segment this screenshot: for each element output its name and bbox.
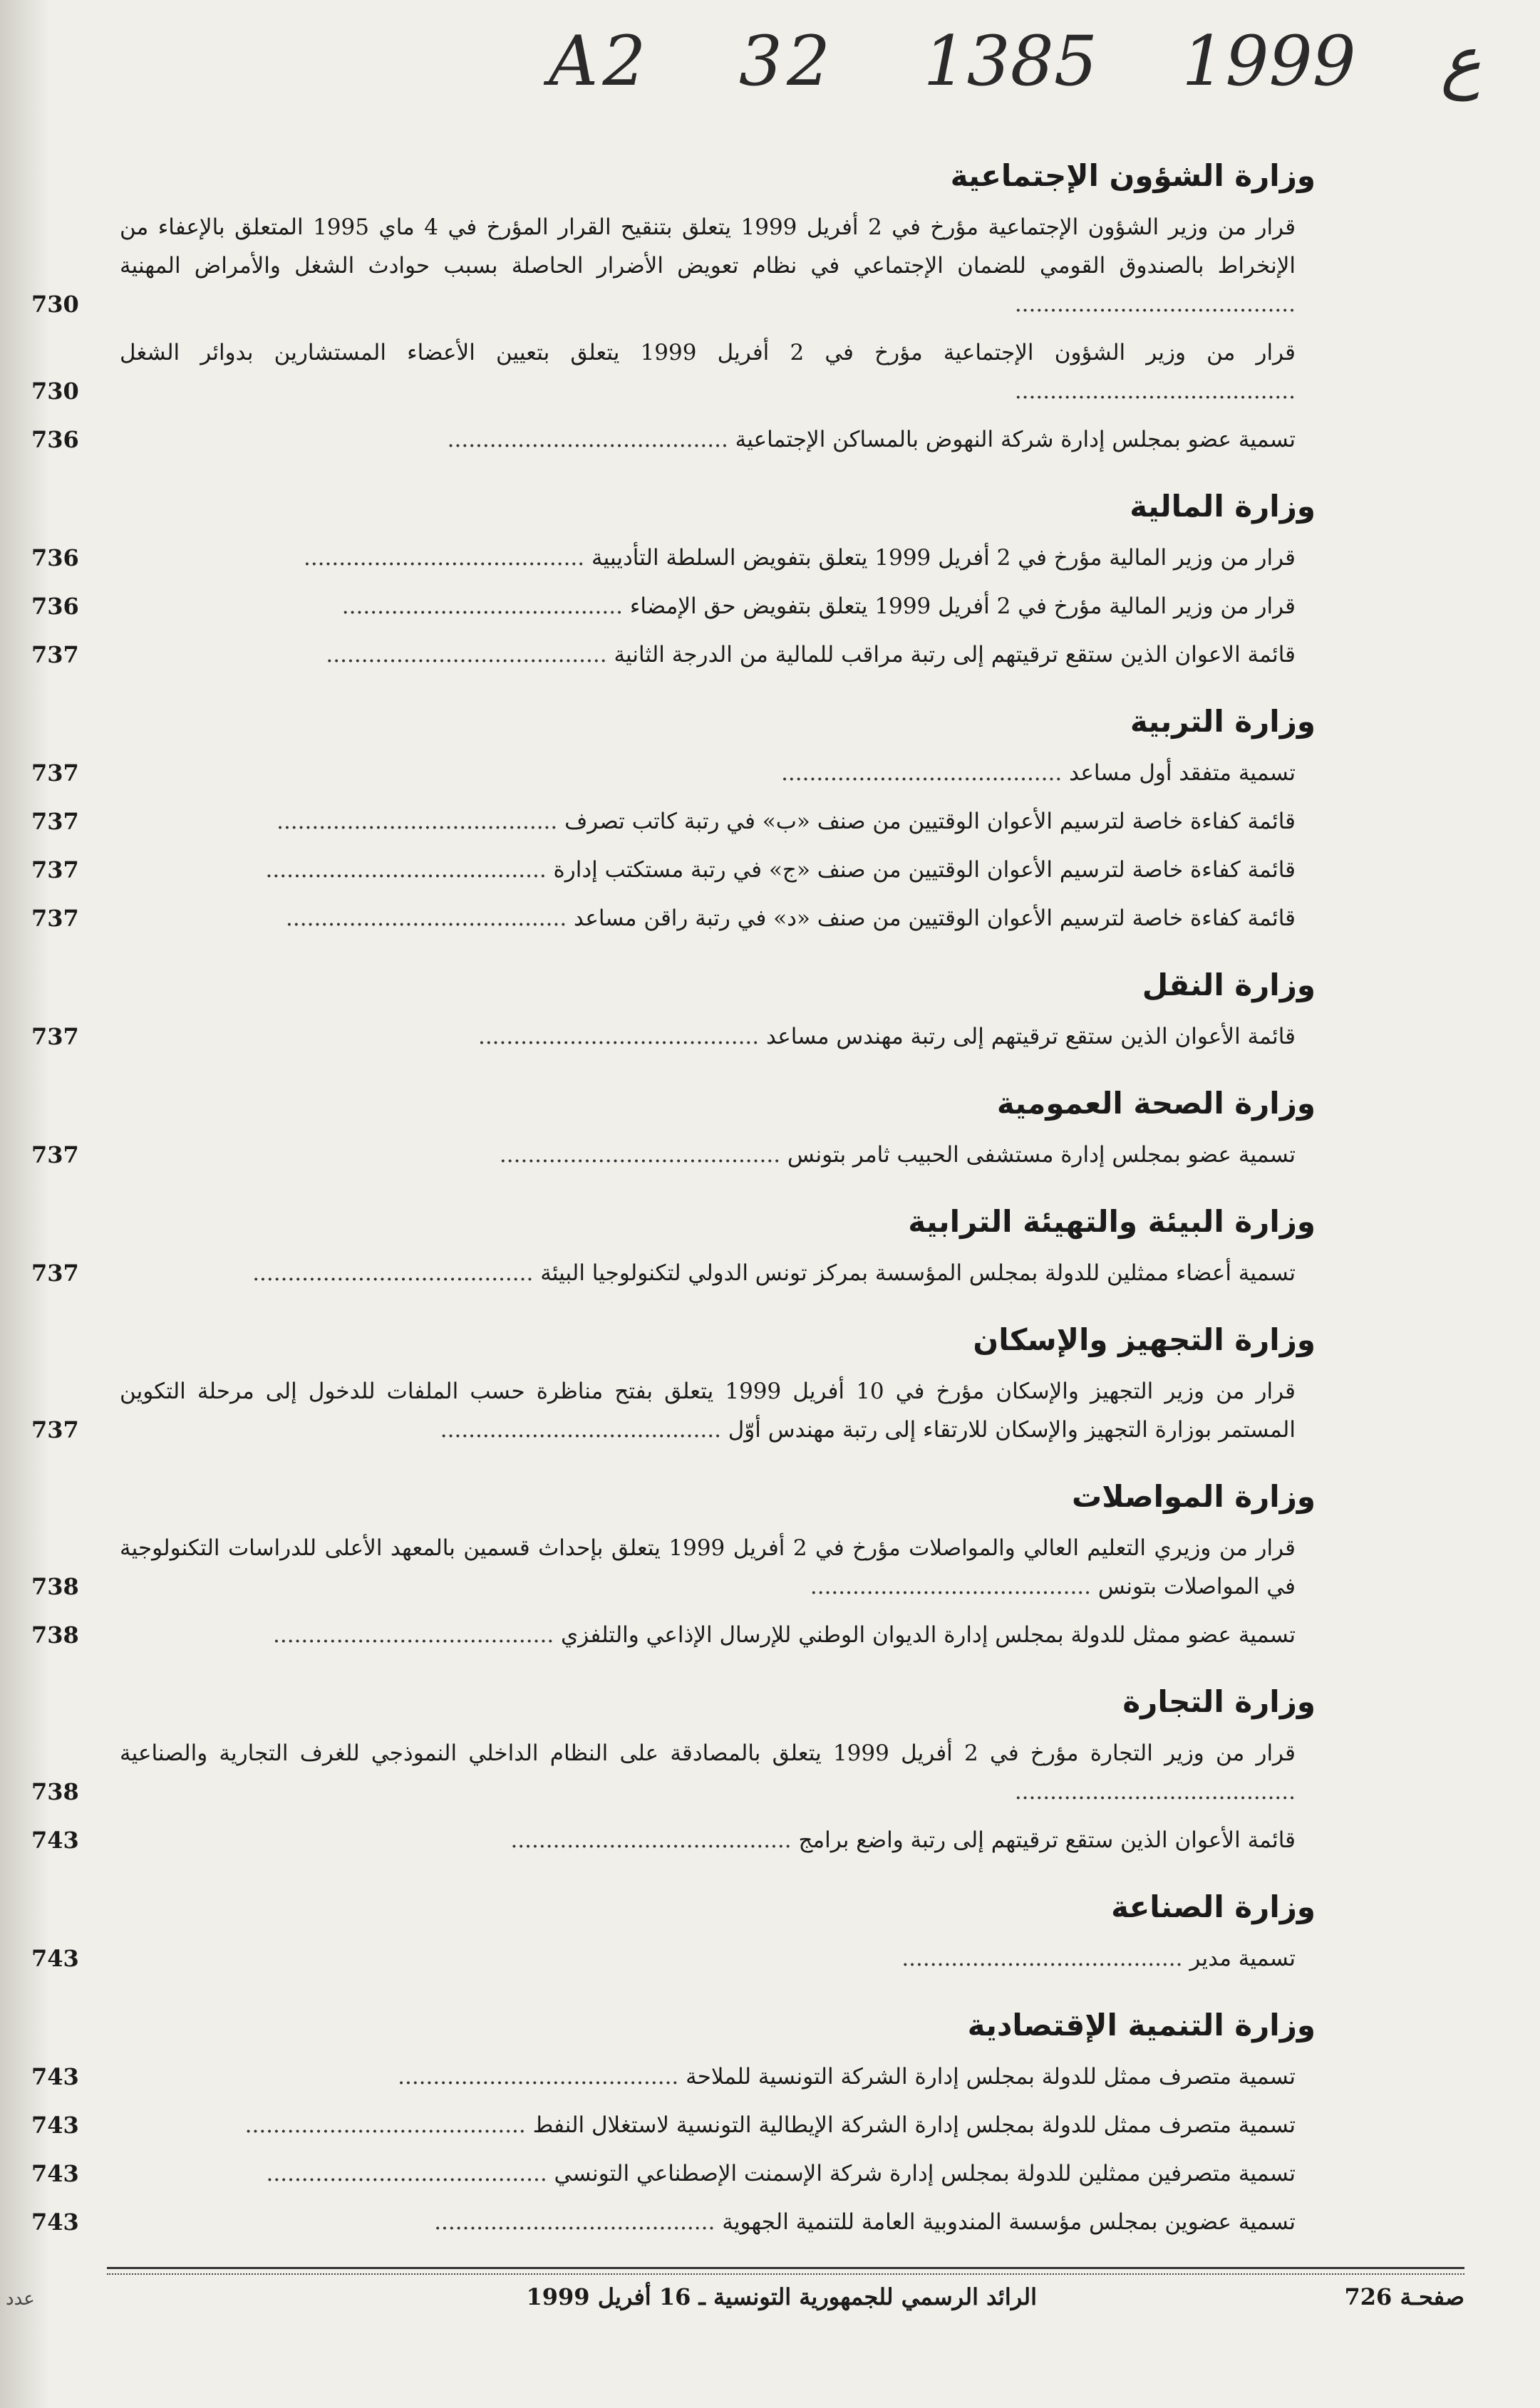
toc-page-number: 738 (31, 1573, 79, 1600)
toc-page-number: 737 (31, 1023, 79, 1050)
toc-entry (0, 1372, 1316, 1449)
ministry-section (0, 700, 1316, 938)
ministry-title: وزارة المواصلات (1071, 1479, 1316, 1514)
toc-page-number: 736 (31, 593, 79, 620)
leader-dots: ........................................ (510, 1827, 799, 1853)
toc-entry (0, 1254, 1316, 1292)
leader-dots: ........................................ (266, 2161, 554, 2186)
entry-description: قائمة الأعوان الذين ستقع ترقيتهم إلى رتبة مهندس مساعد (765, 1024, 1296, 1049)
toc-entry (0, 851, 1316, 889)
toc-page-number: 736 (31, 544, 79, 571)
ministry-section (0, 1081, 1316, 1174)
toc-page-number: 737 (31, 905, 79, 932)
toc-page-number: 737 (31, 856, 79, 883)
toc-entry-text (120, 899, 1316, 938)
toc-entry (0, 635, 1316, 674)
leader-dots: ........................................ (286, 905, 574, 931)
entry-description: تسمية متفقد أول مساعد (1069, 760, 1296, 786)
toc-entry (0, 420, 1316, 459)
ministry-section (0, 1318, 1316, 1449)
entry-description: قائمة كفاءة خاصة لترسيم الأعوان الوقتيين من صنف «ج» في رتبة مستكتب إدارة (553, 857, 1296, 883)
handwriting-hijri-year: 1385 (923, 21, 1097, 101)
entry-description: تسمية أعضاء ممثلين للدولة بمجلس المؤسسة بمركز تونس الدولي لتكنولوجيا البيئة (540, 1260, 1296, 1286)
toc-entry (0, 899, 1316, 938)
toc-entry (0, 802, 1316, 841)
leader-dots: ........................................ (244, 2112, 533, 2138)
toc-page-number: 743 (31, 2209, 79, 2236)
entry-description: تسمية متصرف ممثل للدولة بمجلس إدارة الشركة التونسية للملاحة (686, 2064, 1296, 2090)
ministry-section (0, 1680, 1316, 1859)
leader-dots: ........................................ (1014, 378, 1296, 404)
toc-page-number: 736 (31, 426, 79, 453)
toc-entry-text (120, 1616, 1316, 1654)
handwriting-number: 32 (738, 21, 835, 101)
toc-entry (0, 1136, 1316, 1174)
page-number: صفحـة 726 (1344, 2283, 1464, 2310)
handwriting-letter: ع (1440, 21, 1482, 101)
leader-dots: ........................................ (810, 1574, 1098, 1599)
page-footer (107, 2283, 1464, 2326)
entry-description: تسمية عضو ممثل للدولة بمجلس إدارة الديوان الوطني للإرسال الإذاعي والتلفزي (561, 1622, 1296, 1648)
toc-page-number: 737 (31, 808, 79, 835)
toc-entry (0, 2154, 1316, 2193)
ministry-section (0, 154, 1316, 459)
toc-page-number: 743 (31, 1827, 79, 1854)
entry-description: قرار من وزير الشؤون الإجتماعية مؤرخ في 2 أفريل 1999 يتعلق بتعيين الأعضاء المستشارين بدوائر الشغل (120, 340, 1296, 365)
toc-page-number: 730 (31, 378, 79, 405)
entry-description: قرار من وزير المالية مؤرخ في 2 أفريل 1999 يتعلق بتفويض حق الإمضاء (629, 593, 1296, 619)
entry-description: تسمية مدير (1189, 1946, 1296, 1971)
toc-entry-text (120, 208, 1316, 323)
toc-entry-text (120, 539, 1316, 577)
toc-page-number: 737 (31, 1141, 79, 1168)
ministry-title: وزارة الشؤون الإجتماعية (950, 158, 1316, 193)
ministry-title: وزارة الصحة العمومية (996, 1086, 1316, 1121)
leader-dots: ........................................ (434, 2209, 723, 2235)
handwritten-annotation (549, 21, 1482, 114)
leader-dots: ........................................ (781, 760, 1070, 786)
toc-entry-text (120, 2154, 1316, 2193)
ministry-title: وزارة التجارة (1122, 1684, 1316, 1719)
leader-dots: ........................................ (398, 2064, 686, 2090)
ministry-section (0, 1200, 1316, 1292)
toc-entry (0, 754, 1316, 792)
ministry-title: وزارة التربية (1130, 704, 1316, 739)
leader-dots: ........................................ (326, 642, 614, 668)
ministry-title: وزارة البيئة والتهيئة الترابية (908, 1204, 1316, 1239)
ministry-title: وزارة التجهيز والإسكان (973, 1322, 1316, 1357)
toc-entry-text (120, 1939, 1316, 1978)
toc-entry-text (120, 1529, 1316, 1606)
toc-page-number: 737 (31, 759, 79, 787)
toc-page-number: 730 (31, 291, 79, 318)
leader-dots: ........................................ (901, 1946, 1190, 1971)
leader-dots: ........................................ (277, 809, 565, 834)
leader-dots: ........................................ (1014, 291, 1296, 317)
entry-description: تسمية عضو بمجلس إدارة مستشفى الحبيب ثامر بتونس (787, 1142, 1296, 1168)
leader-dots: ........................................ (265, 857, 554, 883)
toc-entry-text (120, 635, 1316, 674)
toc-entry (0, 1821, 1316, 1859)
toc-entry-text (120, 754, 1316, 792)
leader-dots: ........................................ (341, 593, 630, 619)
toc-page-number: 737 (31, 1416, 79, 1443)
toc-entry-text (120, 1017, 1316, 1056)
toc-entry-text (120, 1734, 1316, 1811)
entry-description: تسمية عضو بمجلس إدارة شركة النهوض بالمساكن الإجتماعية (735, 427, 1296, 452)
toc-entry-text (120, 1372, 1316, 1449)
ministry-section (0, 2003, 1316, 2241)
handwriting-year: 1999 (1182, 21, 1356, 101)
toc-entry (0, 1734, 1316, 1811)
entry-description: قرار من وزير التجهيز والإسكان مؤرخ في 10 أفريل 1999 يتعلق بفتح مناظرة حسب الملفات للدخول إلى مرحلة التكوين المستمر بوزارة التجهيز والإسكان للارتقاء إلى رتبة مهندس أوّل (120, 1379, 1296, 1443)
toc-page-number: 743 (31, 2063, 79, 2090)
toc-page-number: 738 (31, 1778, 79, 1805)
gazette-title: الرائد الرسمي للجمهورية التونسية ـ 16 أفريل 1999 (526, 2283, 1037, 2310)
toc-entry (0, 539, 1316, 577)
leader-dots: ........................................ (273, 1622, 562, 1648)
leader-dots: ........................................ (499, 1142, 787, 1168)
toc-entry-text (120, 802, 1316, 841)
ministry-title: وزارة التنمية الإقتصادية (967, 2008, 1316, 2043)
entry-description: تسمية عضوين بمجلس مؤسسة المندوبية العامة للتنمية الجهوية (722, 2209, 1296, 2235)
toc-page-number: 743 (31, 1945, 79, 1972)
toc-page-number: 737 (31, 641, 79, 668)
toc-entry (0, 1939, 1316, 1978)
toc-entry-text (120, 851, 1316, 889)
toc-entry-text (120, 1136, 1316, 1174)
toc-page-number: 737 (31, 1260, 79, 1287)
entry-description: قائمة كفاءة خاصة لترسيم الأعوان الوقتيين من صنف «د» في رتبة راقن مساعد (574, 905, 1296, 931)
toc-page-number: 743 (31, 2112, 79, 2139)
entry-description: قرار من وزير المالية مؤرخ في 2 أفريل 1999 يتعلق بتفويض السلطة التأديبية (591, 545, 1296, 571)
entry-description: قائمة الاعوان الذين ستقع ترقيتهم إلى رتبة مراقب للمالية من الدرجة الثانية (614, 642, 1296, 668)
toc-entry-text (120, 333, 1316, 410)
entry-description: تسمية متصرفين ممثلين للدولة بمجلس إدارة شركة الإسمنت الإصطناعي التونسي (554, 2161, 1296, 2186)
toc-entry-text (120, 2057, 1316, 2096)
toc-entry (0, 2057, 1316, 2096)
toc-entry (0, 333, 1316, 410)
ministry-section (0, 484, 1316, 674)
toc-entry-text (120, 587, 1316, 626)
entry-description: قرار من وزير الشؤون الإجتماعية مؤرخ في 2 أفريل 1999 يتعلق بتنقيح القرار المؤرخ في 4 ماي 1995 المتعلق بالإعفاء من الإنخراط بالصندوق القومي للضمان الإجتماعي في نظام تعويض الأضرار الحاصلة بسبب حوادث الشغل والأمراض المهنية (120, 214, 1296, 279)
handwriting-code: A2 (549, 21, 651, 101)
leader-dots: ........................................ (303, 545, 591, 571)
table-of-contents (0, 128, 1316, 2251)
toc-entry (0, 208, 1316, 323)
leader-dots: ........................................ (440, 1417, 728, 1443)
toc-entry (0, 2203, 1316, 2241)
entry-description: تسمية متصرف ممثل للدولة بمجلس إدارة الشركة الإيطالية التونسية لاستغلال النفط (532, 2112, 1296, 2138)
entry-description: قائمة الأعوان الذين ستقع ترقيتهم إلى رتبة واضع برامج (798, 1827, 1296, 1853)
toc-entry (0, 587, 1316, 626)
ministry-section (0, 1475, 1316, 1654)
toc-entry-text (120, 2203, 1316, 2241)
toc-entry-text (120, 2106, 1316, 2144)
leader-dots: ........................................ (252, 1260, 541, 1286)
footer-divider (107, 2267, 1464, 2275)
toc-page-number: 743 (31, 2160, 79, 2187)
leader-dots: ........................................ (1014, 1779, 1296, 1805)
toc-entry (0, 1017, 1316, 1056)
toc-entry-text (120, 420, 1316, 459)
edge-fragment: عدد (6, 2288, 35, 2310)
entry-description: قائمة كفاءة خاصة لترسيم الأعوان الوقتيين من صنف «ب» في رتبة كاتب تصرف (564, 809, 1296, 834)
ministry-title: وزارة المالية (1130, 489, 1316, 524)
toc-page-number: 738 (31, 1621, 79, 1649)
toc-entry (0, 1616, 1316, 1654)
entry-description: قرار من وزير التجارة مؤرخ في 2 أفريل 1999 يتعلق بالمصادقة على النظام الداخلي النموذجي للغرف التجارية والصناعية (120, 1740, 1296, 1766)
leader-dots: ........................................ (477, 1024, 766, 1049)
entry-description: قرار من وزيري التعليم العالي والمواصلات مؤرخ في 2 أفريل 1999 يتعلق بإحداث قسمين بالمعهد الأعلى للدراسات التكنولوجية في المواصلات بتونس (120, 1535, 1296, 1599)
toc-entry-text (120, 1821, 1316, 1859)
toc-entry (0, 2106, 1316, 2144)
ministry-section (0, 963, 1316, 1056)
ministry-section (0, 1885, 1316, 1978)
ministry-title: وزارة النقل (1142, 967, 1316, 1002)
ministry-title: وزارة الصناعة (1111, 1889, 1316, 1924)
toc-entry-text (120, 1254, 1316, 1292)
leader-dots: ........................................ (447, 427, 735, 452)
toc-entry (0, 1529, 1316, 1606)
